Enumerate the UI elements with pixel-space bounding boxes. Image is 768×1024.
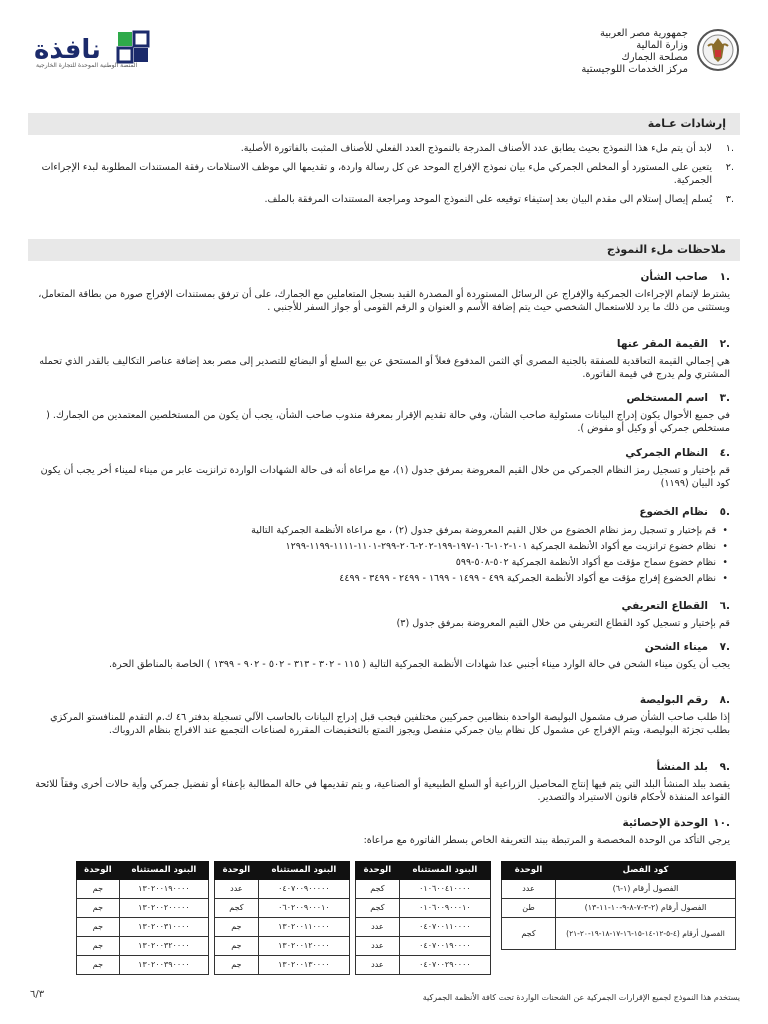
table-row [77,880,209,899]
note-number: .٩ [719,761,730,773]
table-cell: عدد [356,937,400,956]
logo-subtitle: المنصة الوطنية الموحدة للتجارة الخارجية [36,62,138,69]
table-cell: ١٣٠٢٠٠٢٠٠٠٠٠ [119,899,208,918]
table-row [77,956,209,975]
note-customs-regime [30,446,734,490]
column-header: الوحدة [215,862,259,880]
note-title [30,446,734,460]
list-item: • قم بإختيار و تسجيل رمز نظام الخضوع من خلال القيم المعروضة بمرفق جدول (٢) ، مع مراعاة الأنظمة الجمركية التالية [30,523,716,539]
note-number: .٥ [719,506,730,518]
gov-line-1: جمهورية مصر العربية [600,28,688,39]
table-header-row [502,862,736,880]
notes-heading: ملاحظات ملء النموذج [28,239,740,261]
table-cell: ٠٤٠٧٠٠١١٠٠٠٠ [399,918,490,937]
table-row [502,899,736,918]
note-declared-value [30,337,734,381]
note-title [30,640,734,654]
general-instructions-heading: إرشادات عـامة [28,113,740,135]
table-row [77,937,209,956]
item-text: يُسلم إيصال إستلام الى مقدم البيان بعد إستيفاء توقيعه على النموذج الموحد ومراجعة المستندات المرفقة بالملف. [264,194,712,205]
note-shipping-port [30,640,734,671]
exceptions-table-2 [214,861,350,975]
note-text: في جميع الأحوال يكون إدراج البيانات مسئولية صاحب الشأن، وفي حالة تقديم الإقرار بمعرفة مندوب صاحب الشأن، يجب أن يكون من المستخلصين المعتمدين من الجمارك. ( مستخلص جمركي أو وكيل أو مفوض ). [46,410,730,434]
table-cell: ٠٤٠٧٠٠١٩٠٠٠٠ [399,937,490,956]
note-number: .٨ [719,694,730,706]
note-number: .٢ [719,338,730,350]
table-cell: ١٣٠٢٠٠١١٠٠٠٠ [258,918,349,937]
table-cell: ١٣٠٢٠٠١٩٠٠٠٠ [119,880,208,899]
item-number: .٣ [725,194,734,205]
general-instructions-list [30,142,734,212]
note-number: .٤ [719,447,730,459]
note-title-text: ميناء الشحن [644,641,708,653]
table-row [356,899,491,918]
note-title [30,337,734,351]
table-row [215,899,350,918]
table-cell: كجم [215,899,259,918]
table-cell: كجم [502,918,556,950]
table-row [502,880,736,899]
table-cell: طن [502,899,556,918]
list-item: • نظام خضوع سماح مؤقت مع أكواد الأنظمة الجمركية ٥٠٢-٥٠٨-٥٩٩ [30,555,716,571]
item-number: .١ [725,143,734,154]
table-row [356,918,491,937]
chapter-units-table [501,861,736,950]
table-cell: عدد [356,918,400,937]
note-text: يقصد ببلد المنشأ البلد التي يتم فيها إنتاج المحاصيل الزراعية أو السلع الطبيعية أو الصناعية، و يتم تقديمها في حالة المطالبة بإعفاء أو تفضيل جمركي وأية حالات أخرى وفقاً للائحة القواعد المنفذة لأحكام قانون الاستيراد والتصدير. [35,779,730,803]
item-text: لابد أن يتم ملء هذا النموذج بحيث يطابق عدد الأصناف المدرجة بالنموذج العدد الفعلي للأصناف المثبت بالفاتورة الأصلية. [240,143,712,154]
table-cell: ٠١٠٦٠٠٩٠٠٠١٠ [399,899,490,918]
note-title-text: بلد المنشأ [656,761,708,773]
table-cell: جم [77,918,120,937]
logo-word: نافذة [34,35,101,65]
note-title [30,693,734,707]
table-cell: ١٣٠٢٠٠١٣٠٠٠٠ [258,956,349,975]
gov-line-2: وزارة المالية [636,40,688,51]
table-cell: ٠٤٠٧٠٠٩٠٠٠٠٠ [258,880,349,899]
note-statistical-unit [30,816,734,847]
note-title [30,816,734,830]
list-item [30,193,734,206]
table-cell: الفصول أرقام (١-٦) [556,880,736,899]
note-text: يرجي التأكد من الوحدة المخصصة و المرتبطة ببند التعريفة الخاص بسطر الفاتورة مع مراعاة: [363,835,730,846]
table-cell: ١٣٠٢٠٠١٢٠٠٠٠ [258,937,349,956]
table-header-row [215,862,350,880]
note-number: .١ [719,271,730,283]
note-bill-of-lading [30,693,734,737]
exceptions-table-3 [76,861,209,975]
column-header: البنود المستثناه [119,862,208,880]
exceptions-table-1 [355,861,491,975]
column-header: الوحدة [356,862,400,880]
unit-tables [76,861,736,973]
nafeza-mark-icon [116,30,150,64]
column-header: الوحدة [77,862,120,880]
table-cell: جم [215,937,259,956]
table-cell: كجم [356,899,400,918]
note-title-text: النظام الجمركي [625,447,708,459]
table-cell: جم [77,956,120,975]
note-number: .٦ [719,600,730,612]
table-row [215,937,350,956]
note-origin-country [30,760,734,804]
table-cell: جم [215,956,259,975]
note-title-text: الوحدة الإحصائية [622,817,708,829]
table-row [77,918,209,937]
note-title-text: رقم البوليصة [639,694,708,706]
table-cell: ٠١٠٦٠٠٤١٠٠٠٠ [399,880,490,899]
table-row [356,956,491,975]
table-row [502,918,736,950]
note-number: .٣ [719,392,730,404]
table-header-row [356,862,491,880]
table-cell: ٠٦٠٢٠٠٩٠٠٠١٠ [258,899,349,918]
list-item: • نظام الخضوع إفراج مؤقت مع أكواد الأنظمة الجمركية ٤٩٩ - ١٤٩٩ - ١٦٩٩ - ٢٤٩٩ - ٣٤٩٩ - ٤٤٩٩ [30,571,716,587]
item-text: يتعين على المستورد أو المخلص الجمركي ملء بيان نموذج الإفراج الموحد عن كل رسالة واردة، و تقديمها الي موظف الاستلامات رفقة المستندات المطلوبة لبدء الإجراءات الجمركية. [41,162,712,186]
table-cell: جم [215,918,259,937]
table-cell: ١٣٠٢٠٠٣٢٠٠٠٠ [119,937,208,956]
note-text: يشترط لإتمام الإجراءات الجمركية والإفراج عن الرسائل المستوردة أو المصدرة القيد بسجل المتعاملين مع الجمارك، على أن ترفق بمستندات الإفراج صورة من بطاقة المتعامل، ويستثنى من ذلك ما يرد للاستعمال الشخصي حيث يتم إضافة الأسم و العنوان و الرقم القومى أو جواز السفر للأجنبي . [38,289,730,313]
list-item [30,161,734,187]
page-number: ٦/٣ [30,989,45,1000]
note-number: .١٠ [713,817,730,829]
table-cell: الفصول أرقام (٢-٣-٧-٨-٩-١٠-١١-١٣) [556,899,736,918]
note-owner [30,270,734,314]
note-number: .٧ [719,641,730,653]
table-row [215,956,350,975]
egypt-eagle-emblem-icon [696,26,740,76]
column-header: كود الفصل [556,862,736,880]
table-row [215,918,350,937]
note-subjection-system [30,505,734,587]
gov-line-4: مركز الخدمات اللوجيستية [581,64,688,75]
note-text: هي إجمالي القيمة التعاقدية للصفقة بالجنية المصرى أي الثمن المدفوع فعلاً أو المستحق عن بيع السلع أو البضائع للتصدير إلى مصر بعد إضافة عناصر التكاليف بالقدر الذي تحمله المشتري ولم يدرج في قيمة الفاتورة. [39,356,730,380]
note-title-text: القطاع التعريفي [621,600,708,612]
table-cell: عدد [356,956,400,975]
table-row [215,880,350,899]
note-title-text: اسم المستخلص [626,392,708,404]
table-cell: ١٣٠٢٠٠٣١٠٠٠٠ [119,918,208,937]
note-text: قم بإختيار و تسجيل رمز النظام الجمركي من خلال القيم المعروضة بمرفق جدول (١)، مع مراعاة أنه فى حالة الشهادات الواردة ترانزيت عابر من ميناء لميناء أخر يجب أن يكون كود البيان (١١٩٩) [40,465,730,489]
column-header: البنود المستثناه [258,862,349,880]
note-title [30,760,734,774]
note-title [30,270,734,284]
table-header-row [77,862,209,880]
footer-note: يستخدم هذا النموذج لجميع الإقرارات الجمركية عن الشحنات الواردة تحت كافة الأنظمة الجمركية [422,993,740,1002]
table-cell: جم [77,899,120,918]
nafeza-logo [30,28,160,78]
gov-line-3: مصلحة الجمارك [621,52,688,63]
subjection-bullets [30,523,734,587]
list-item [30,142,734,155]
item-number: .٢ [725,162,734,173]
table-cell: عدد [502,880,556,899]
column-header: الوحدة [502,862,556,880]
page-header [30,26,740,86]
table-cell: جم [77,937,120,956]
list-item: • نظام خضوع ترانزيت مع أكواد الأنظمة الجمركية ١٠١-١٠٢-١٠٦-١٩٧-١٩٩-٢٠٢-٢٠٦-٢٩٩-١١٠١-١١١١-١١٩٩-١٢٩٩ [30,539,716,555]
table-row [356,937,491,956]
note-text: إذا طلب صاحب الشأن صرف مشمول البوليصة الواحدة بنظامين جمركيين مختلفين فيجب قبل إدراج البيانات بالحاسب الآلي تسجيلة بدفتر ٤٦ ك.م التقدم للمنافستو المركزي بطلب تجزئة البوليصة، ويتم الإفراج عن مشمول كل نظام بيان جمركي منفصل ويجوز التمتع بالتخفيضات المقررة لصناعات التجميع عند الافراج بنظام الدروباك. [50,712,730,736]
table-cell: جم [77,880,120,899]
note-title [30,391,734,405]
note-clearer-name [30,391,734,435]
column-header: البنود المستثناه [399,862,490,880]
table-cell: ١٣٠٢٠٠٣٩٠٠٠٠ [119,956,208,975]
note-title-text: القيمة المقر عنها [616,338,708,350]
table-cell: كجم [356,880,400,899]
note-tariff-sector [30,599,734,630]
note-title [30,599,734,613]
note-text: قم بإختيار و تسجيل كود القطاع التعريفي من خلال القيم المعروضة بمرفق جدول (٣) [396,618,730,629]
table-row [77,899,209,918]
note-title-text: نظام الخضوع [639,506,708,518]
table-cell: عدد [215,880,259,899]
table-cell: الفصول أرقام (٤-٥-١٢-١٤-١٥-١٦-١٧-١٨-١٩-٢٠-٢١) [556,918,736,950]
table-row [356,880,491,899]
note-text: يجب أن يكون ميناء الشحن في حالة الوارد ميناء أجنبي عدا شهادات الأنظمة الجمركية التالية ( ١١٥ - ٣٠٢ - ٣١٣ - ٥٠٢ - ٩٠٢ - ١٣٩٩ ) الخاصة بالمناطق الحرة. [108,659,730,670]
note-title-text: صاحب الشأن [640,271,708,283]
note-title [30,505,734,519]
table-cell: ٠٤٠٧٠٠٢٩٠٠٠٠ [399,956,490,975]
government-lines [581,28,688,76]
